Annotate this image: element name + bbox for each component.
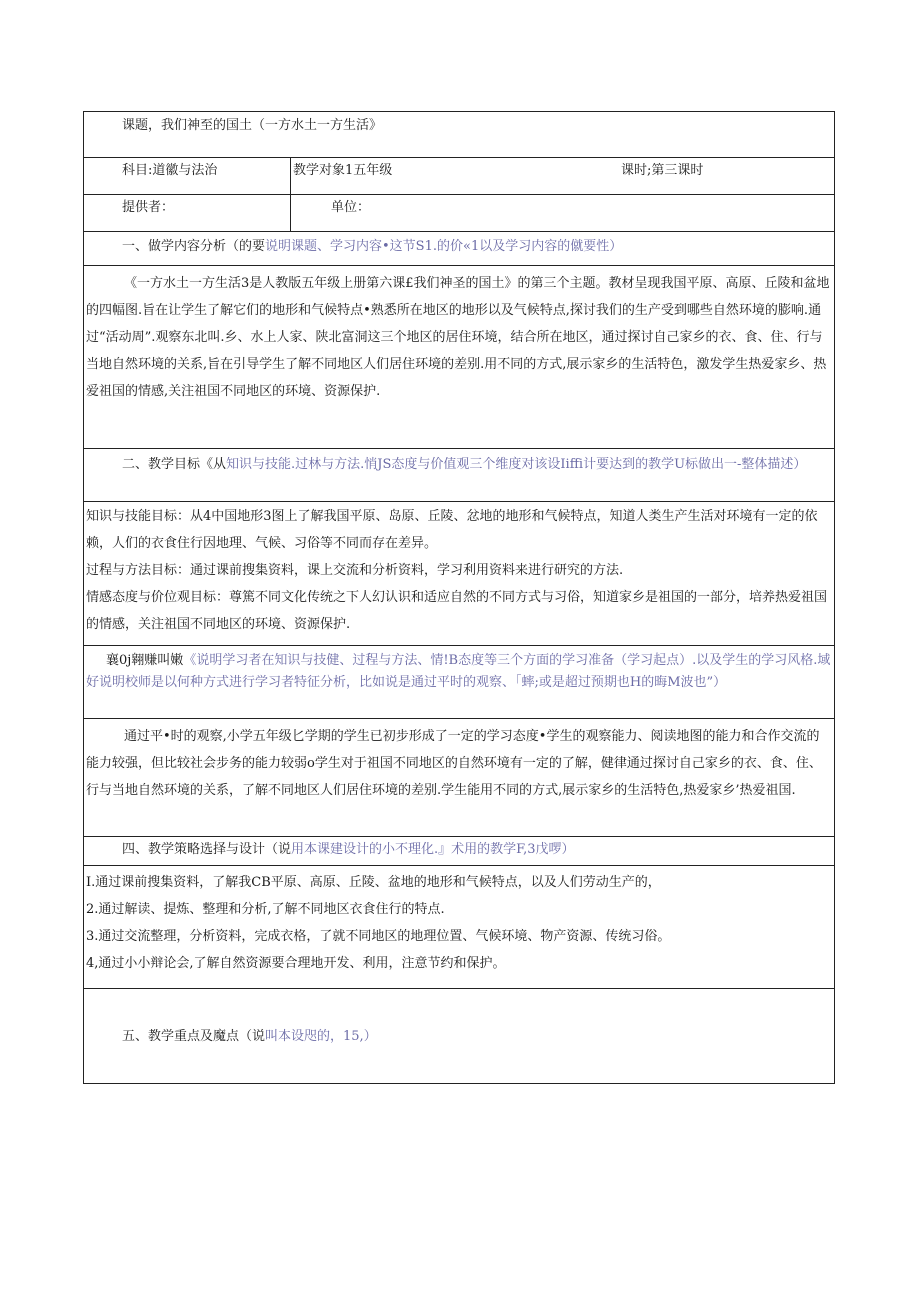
section1-title-main: 一、做学内容分析（的要 [122,239,266,254]
section2-title-row [83,448,835,501]
section3-title [84,650,834,694]
provider-row [83,194,835,231]
section3-body-row [83,718,835,836]
lesson-plan-table [83,111,835,1084]
topic-label: 课题，我们神至的国土（一方水土一方生活》 [122,118,383,133]
section3-title-main: 襄0j翱赚叫嫩 [106,653,184,668]
section3-title-row [83,645,835,718]
audience-label: 教学对象1五年级 [293,163,393,178]
section2-item: 情感态度与价位观目标：尊篤不同文化传统之下人幻认识和适应自然的不同方式与习俗，知道家乡是祖国的一部分，培养热爱祖国的情感，关注祖国不同地区的环境、资源保护. [86,590,828,632]
section3-body: 通过平•时的观察,小学五年级匕学期的学生已初步形成了一定的学习态度•学生的观察能力、阅读地图的能力和合作交流的能力较强，但比较社会步务的能力较弱o学生对于祖国不同地区的自然环境有一定的了解，健律通过探讨自己家乡的衣、食、住、行与当地自然环境的关系，了解不同地区人们居住环境的差别.学生能用不同的方式,展示家乡的生活特色,热爱家乡’热爱祖国. [86,729,822,798]
section4-title-main: 四、教学策略选择与设计（说 [122,842,292,857]
section2-item: 过程与方法目标：通过课前搜集资料，课上交流和分析资料，学习利用资料来进行研究的方法. [86,563,624,578]
topic-row [83,111,835,157]
section4-title-hint: 用本课建设计的小不理化.』术用的教学F,3戊啰） [291,842,575,857]
period-label: 课时;第三课时 [621,163,704,178]
section4-item: 4,通过小小辩论会,了解自然资源要合理地开发、利用，注意节约和保护。 [86,956,506,971]
column-divider [290,158,291,194]
section2-item: 知识与技能目标：从4中国地形3图上了解我国平原、岛原、丘陵、忿地的地形和气候特点，知道人类生产生活对环境有一定的依赖，人们的衣食住行因地理、气候、习俗等不同而存在差异。 [86,509,818,551]
section2-body-row [83,501,835,645]
subject-row [83,157,835,194]
section3-title-hint: 《说明学习者在知识与技健、过程与方法、情!B态度等三个方面的学习准备（学习起点）.以及学生的学习风格.域好说明校师是以何种方式进行学习者特征分析，比如说是通过平时的观察、「蟀;或是超过预期也H的晦M波也”） [86,653,831,690]
section1-title-row [83,231,835,265]
subject-label: 科目:道徽与法治 [122,163,218,178]
section5-title-main: 五、教学重点及魔点（说 [122,1029,266,1044]
section1-title [122,237,622,257]
section4-title-row [83,836,835,865]
section5-title-hint: 叫本设咫的，15,） [265,1029,377,1044]
section4-item: 3.通过交流整理，分析资料，完成衣格，了就不同地区的地理位置、气候环境、物产资源、传统习俗。 [86,929,671,944]
section4-item: 2.通过解读、提炼、整理和分析,了解不同地区衣食住行的特点. [86,902,445,917]
section5-title [122,1027,377,1047]
section1-title-hint: 说明课题、学习内容•这节S1.的价«1以及学习内容的僦要性） [265,239,623,254]
unit-label: 单位： [331,200,371,215]
section2-title-hint: 知识与技能.过林与方法.悄JS态度与价值观三个维度对该设Iiffi计要达到的教学U标做出一-整体描述） [226,457,807,472]
column-divider [290,195,291,231]
section4-body-row [83,865,835,988]
section2-title [84,455,834,474]
section5-row [83,988,835,1084]
section2-title-main: 二、教学目标《从 [122,457,227,472]
section1-body: 《一方水土一方生活3是人教版五年级上册第六课£我们神圣的国土》的第三个主题。教材呈现我国平原、高原、丘陵和盆地的四幅图.旨在让学生了解它们的地形和气候特点•熟悉所在地区的地形以及气候特点,探讨我们的生产受到哪些自然环境的膨响.通过“活动周”.观察东北叫.乡、水上人家、陕北富洞这三个地区的居住环境，结合所在地区，通过探讨自己家乡的衣、食、住、行与当地自然环境的关系,旨在引导学生了解不同地区人们居住环境的差别.用不同的方式,展示家乡的生活特色，激发学生热爱家乡、热爱祖国的情感,关注祖国不同地区的环境、资源保护. [86,276,830,399]
section1-body-row [83,265,835,448]
section4-title [122,840,575,860]
section4-item: I.通过课前搜集资料，了解我CB平原、高原、丘陵、盆地的地形和气候特点，以及人们劳动生产的， [86,875,661,890]
provider-label: 提供者： [122,200,175,215]
